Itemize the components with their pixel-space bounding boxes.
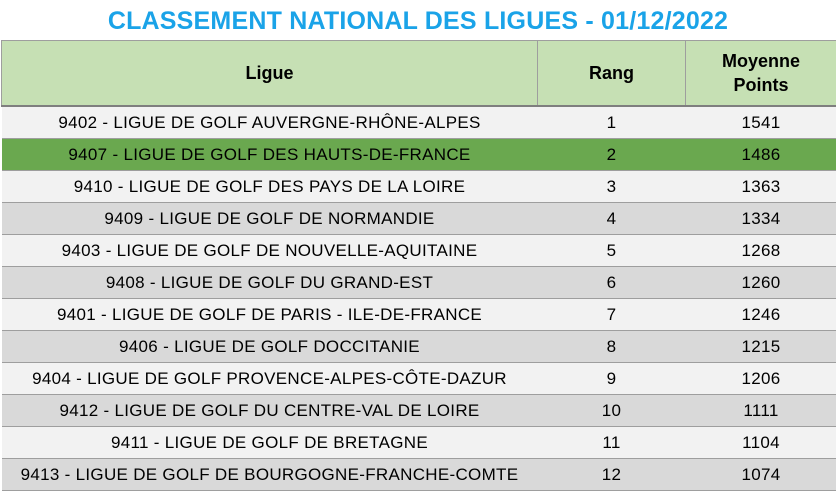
cell-ligue: 9413 - LIGUE DE GOLF DE BOURGOGNE-FRANCHE-COMTE: [2, 459, 538, 491]
cell-rang: 5: [538, 235, 686, 267]
cell-ligue: 9401 - LIGUE DE GOLF DE PARIS - ILE-DE-FRANCE: [2, 299, 538, 331]
cell-ligue: 9412 - LIGUE DE GOLF DU CENTRE-VAL DE LOIRE: [2, 395, 538, 427]
cell-rang: 3: [538, 171, 686, 203]
table-row[interactable]: [2, 267, 836, 299]
table-row[interactable]: [2, 139, 836, 171]
table-row[interactable]: [2, 171, 836, 203]
column-header-moyenne-points[interactable]: [686, 41, 836, 107]
column-header-ligue-label: Ligue: [246, 63, 294, 83]
cell-rang: 2: [538, 139, 686, 171]
cell-moyenne-points: 1111: [686, 395, 836, 427]
table-row[interactable]: [2, 363, 836, 395]
page-title: CLASSEMENT NATIONAL DES LIGUES - 01/12/2022: [0, 0, 836, 40]
header-row: [2, 41, 836, 107]
cell-rang: 11: [538, 427, 686, 459]
cell-moyenne-points: 1486: [686, 139, 836, 171]
cell-rang: 4: [538, 203, 686, 235]
cell-moyenne-points: 1260: [686, 267, 836, 299]
cell-moyenne-points: 1541: [686, 106, 836, 139]
table-row[interactable]: [2, 395, 836, 427]
cell-ligue: 9404 - LIGUE DE GOLF PROVENCE-ALPES-CÔTE-DAZUR: [2, 363, 538, 395]
cell-ligue: 9410 - LIGUE DE GOLF DES PAYS DE LA LOIRE: [2, 171, 538, 203]
column-header-moyenne-label: Moyenne: [722, 51, 800, 71]
table-row[interactable]: [2, 106, 836, 139]
cell-rang: 12: [538, 459, 686, 491]
cell-moyenne-points: 1206: [686, 363, 836, 395]
cell-rang: 8: [538, 331, 686, 363]
cell-moyenne-points: 1268: [686, 235, 836, 267]
cell-rang: 7: [538, 299, 686, 331]
cell-moyenne-points: 1246: [686, 299, 836, 331]
cell-rang: 6: [538, 267, 686, 299]
cell-ligue: 9402 - LIGUE DE GOLF AUVERGNE-RHÔNE-ALPES: [2, 106, 538, 139]
table-row[interactable]: [2, 299, 836, 331]
cell-rang: 9: [538, 363, 686, 395]
cell-moyenne-points: 1104: [686, 427, 836, 459]
cell-moyenne-points: 1334: [686, 203, 836, 235]
column-header-rang[interactable]: [538, 41, 686, 107]
cell-rang: 1: [538, 106, 686, 139]
cell-ligue: 9409 - LIGUE DE GOLF DE NORMANDIE: [2, 203, 538, 235]
column-header-points-label: Points: [733, 75, 788, 95]
table-header: [2, 41, 836, 107]
table-row[interactable]: [2, 203, 836, 235]
cell-ligue: 9411 - LIGUE DE GOLF DE BRETAGNE: [2, 427, 538, 459]
table-row[interactable]: [2, 331, 836, 363]
table-row[interactable]: [2, 427, 836, 459]
column-header-rang-label: Rang: [589, 63, 634, 83]
column-header-ligue[interactable]: [2, 41, 538, 107]
cell-ligue: 9406 - LIGUE DE GOLF DOCCITANIE: [2, 331, 538, 363]
cell-rang: 10: [538, 395, 686, 427]
cell-ligue: 9403 - LIGUE DE GOLF DE NOUVELLE-AQUITAINE: [2, 235, 538, 267]
cell-ligue: 9408 - LIGUE DE GOLF DU GRAND-EST: [2, 267, 538, 299]
table-row[interactable]: [2, 235, 836, 267]
cell-ligue: 9407 - LIGUE DE GOLF DES HAUTS-DE-FRANCE: [2, 139, 538, 171]
cell-moyenne-points: 1074: [686, 459, 836, 491]
cell-moyenne-points: 1215: [686, 331, 836, 363]
ranking-table: [1, 40, 836, 491]
table-body: [2, 106, 836, 491]
cell-moyenne-points: 1363: [686, 171, 836, 203]
